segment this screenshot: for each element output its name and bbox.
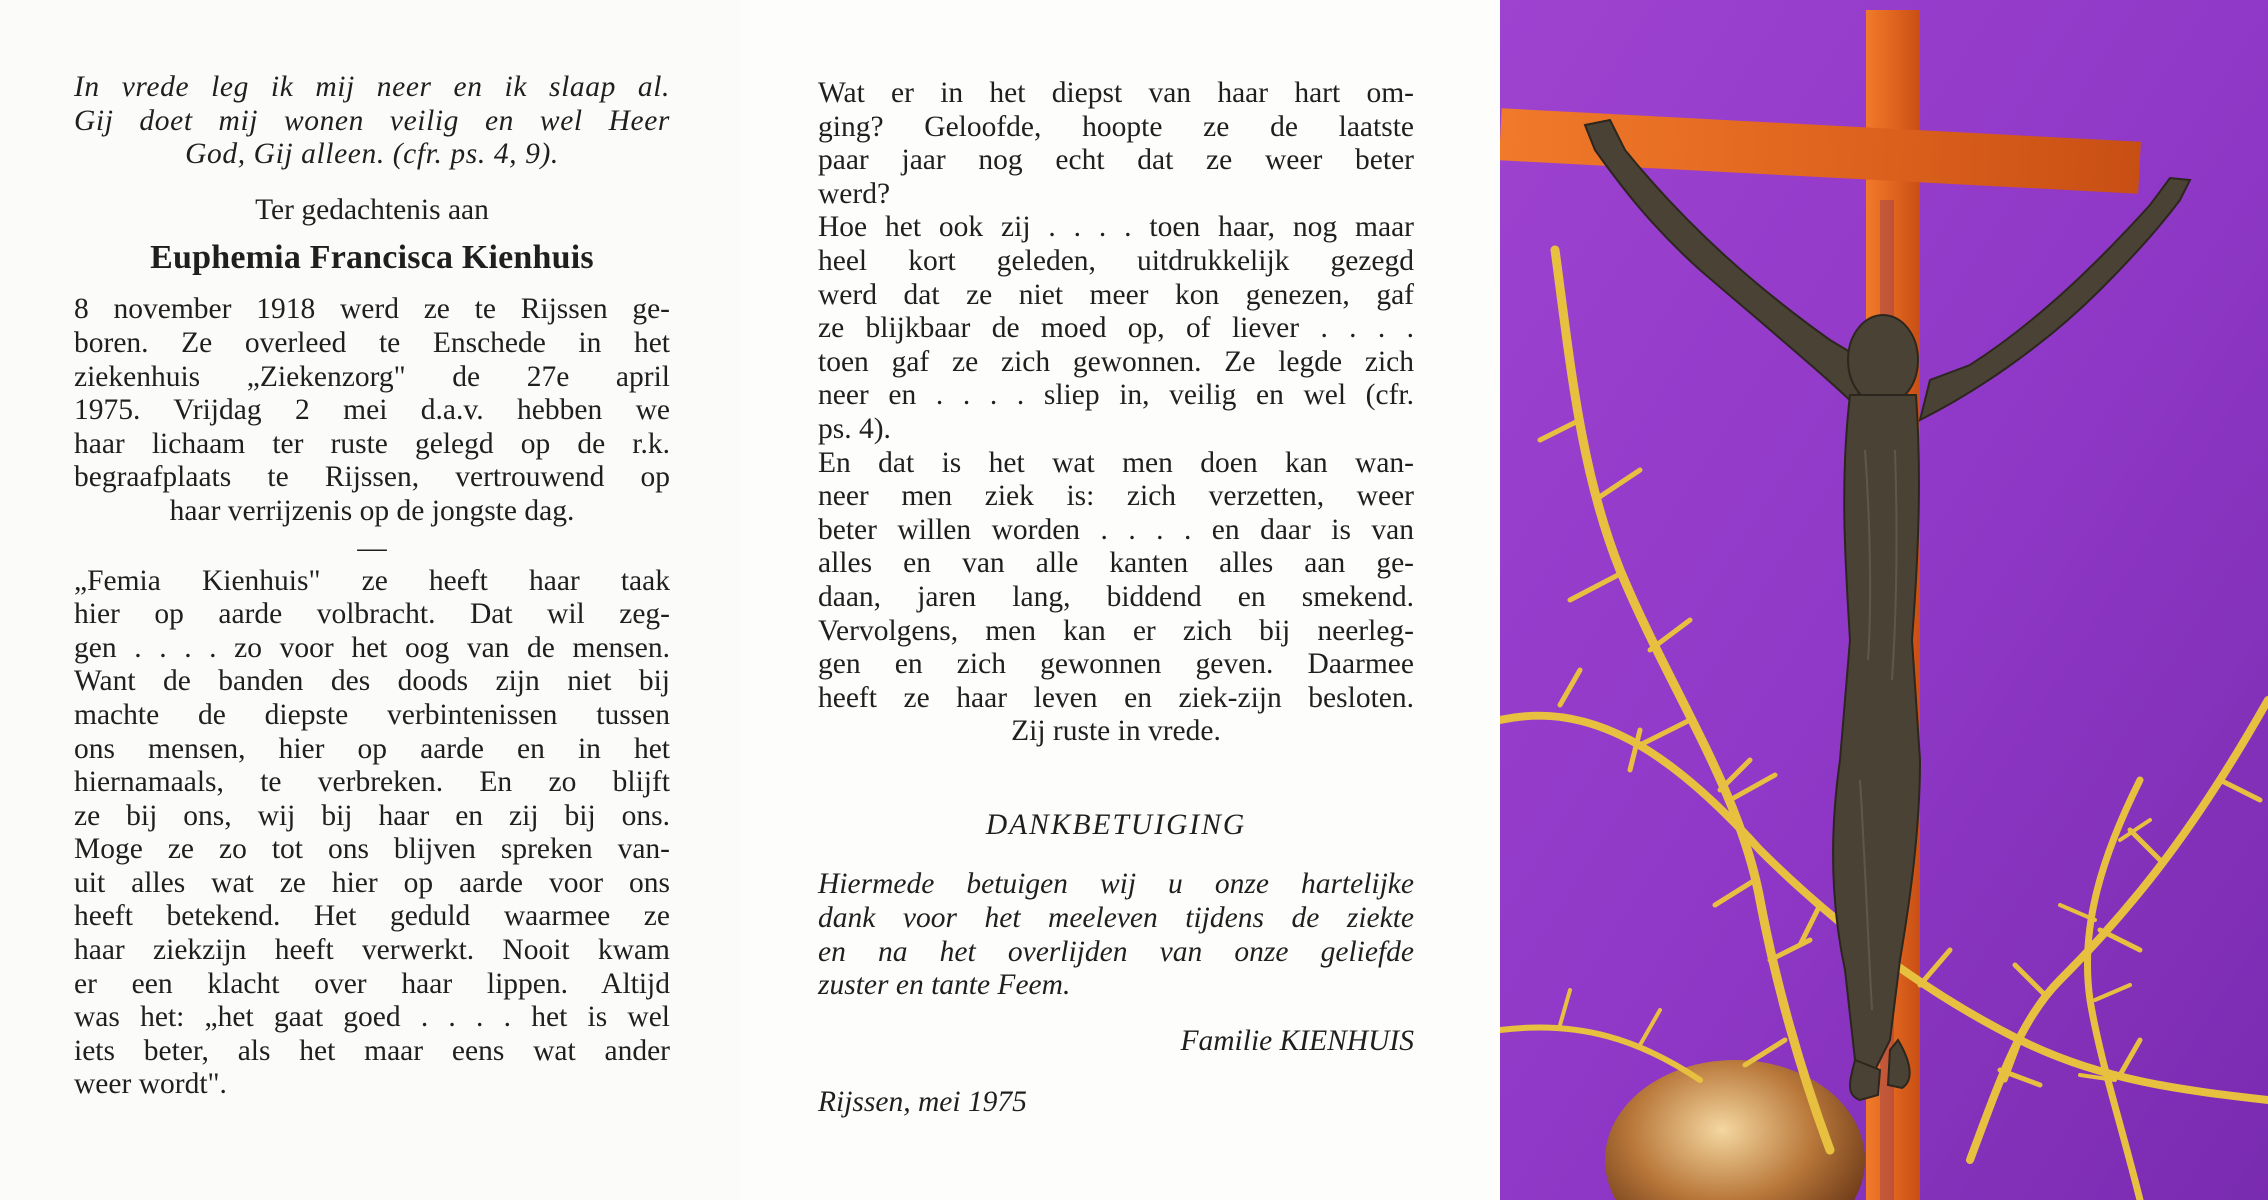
tribute-line: Moge ze zo tot ons blijven spreken van-	[74, 833, 670, 866]
right-text-column	[818, 77, 1414, 1150]
deceased-name: Euphemia Francisca Kienhuis	[150, 239, 594, 277]
tribute-line: hiernamaals, te verbreken. En zo blijft	[74, 766, 670, 799]
bio-line: haar verrijzenis op de jongste dag.	[169, 494, 575, 527]
text-line: ps. 4).	[818, 412, 891, 445]
thanks-line: dank voor het meeleven tijdens de ziekte	[818, 902, 1414, 935]
tribute-line: ze bij ons, wij bij haar en zij bij ons.	[74, 799, 670, 832]
thanks-line: Hiermede betuigen wij u onze hartelijke	[818, 868, 1414, 901]
thanks-line: zuster en tante Feem.	[818, 969, 1071, 1002]
rest-in-peace: Zij ruste in vrede.	[1011, 715, 1221, 748]
text-line: heel kort geleden, uitdrukkelijk gezegd	[818, 244, 1414, 277]
tribute-line: „Femia Kienhuis" ze heeft haar taak	[74, 564, 670, 597]
text-line: toen gaf ze zich gewonnen. Ze legde zich	[818, 345, 1414, 378]
memory-label: Ter gedachtenis aan	[255, 193, 489, 226]
thanks-heading: DANKBETUIGING	[985, 808, 1247, 841]
place-date: Rijssen, mei 1975	[818, 1086, 1027, 1119]
tribute-line: hier op aarde volbracht. Dat wil zeg-	[74, 598, 670, 631]
text-line: werd?	[818, 177, 891, 210]
tribute-line: ons mensen, hier op aarde en in het	[74, 732, 670, 765]
tribute-line: haar ziekzijn heeft verwerkt. Nooit kwam	[74, 934, 670, 967]
text-line: ze blijkbaar de moed op, of liever . . . .	[818, 312, 1414, 345]
separator-dash: —	[357, 531, 387, 564]
tribute-line: heeft betekend. Het geduld waarmee ze	[74, 900, 670, 933]
bio-line: boren. Ze overleed te Enschede in het	[74, 326, 670, 359]
text-line: Hoe het ook zij . . . . toen haar, nog maar	[818, 211, 1414, 244]
tribute-line: machte de diepste verbintenissen tussen	[74, 698, 670, 731]
tribute-line: weer wordt".	[74, 1068, 227, 1101]
tribute-line: er een klacht over haar lippen. Altijd	[74, 967, 670, 1000]
text-line: Vervolgens, men kan er zich bij neerleg-	[818, 614, 1414, 647]
tribute-line: was het: „het gaat goed . . . . het is wel	[74, 1001, 670, 1034]
text-line: ging? Geloofde, hoopte ze de laatste	[818, 110, 1414, 143]
verse-line: God, Gij alleen. (cfr. ps. 4, 9).	[185, 138, 559, 171]
bio-line: ziekenhuis „Ziekenzorg" de 27e april	[74, 360, 670, 393]
text-line: beter willen worden . . . . en daar is van	[818, 513, 1414, 546]
text-line: neer en . . . . sliep in, veilig en wel (cfr.	[818, 379, 1414, 412]
text-line: Wat er in het diepst van haar hart om-	[818, 77, 1414, 109]
thanks-line: en na het overlijden van onze geliefde	[818, 935, 1414, 968]
text-line: neer men ziek is: zich verzetten, weer	[818, 480, 1414, 513]
text-line: werd dat ze niet meer kon genezen, gaf	[818, 278, 1414, 311]
left-text-column	[74, 71, 670, 1102]
bio-line: haar lichaam ter ruste gelegd op de r.k.	[74, 427, 670, 460]
text-line: gen en zich gewonnen geven. Daarmee	[818, 648, 1414, 681]
thanks-text	[818, 868, 1414, 1002]
crucifix-image	[1500, 0, 2268, 1200]
verse-line: In vrede leg ik mij neer en ik slaap al.	[74, 71, 670, 103]
bio-line: begraafplaats te Rijssen, vertrouwend op	[74, 461, 670, 494]
psalm-verse	[74, 71, 670, 172]
tribute-line: uit alles wat ze hier op aarde voor ons	[74, 866, 670, 899]
bio-line: 8 november 1918 werd ze te Rijssen ge-	[74, 293, 670, 326]
biography	[74, 293, 670, 528]
text-line: alles en van alle kanten alles aan ge-	[818, 547, 1414, 580]
text-line: En dat is het wat men doen kan wan-	[818, 446, 1414, 479]
tribute-line: Want de banden des doods zijn niet bij	[74, 665, 670, 698]
verse-line: Gij doet mij wonen veilig en wel Heer	[74, 104, 670, 137]
text-line: paar jaar nog echt dat ze weer beter	[818, 144, 1414, 177]
tribute	[74, 565, 670, 1103]
tribute-line: gen . . . . zo voor het oog van de mensen.	[74, 631, 670, 664]
tribute-line: iets beter, als het maar eens wat ander	[74, 1034, 670, 1067]
text-line: heeft ze haar leven en ziek-zijn besloten.	[818, 681, 1414, 714]
family-signature: Familie KIENHUIS	[1180, 1024, 1414, 1057]
bio-line: 1975. Vrijdag 2 mei d.a.v. hebben we	[74, 394, 670, 427]
text-line: daan, jaren lang, biddend en smekend.	[818, 580, 1414, 613]
